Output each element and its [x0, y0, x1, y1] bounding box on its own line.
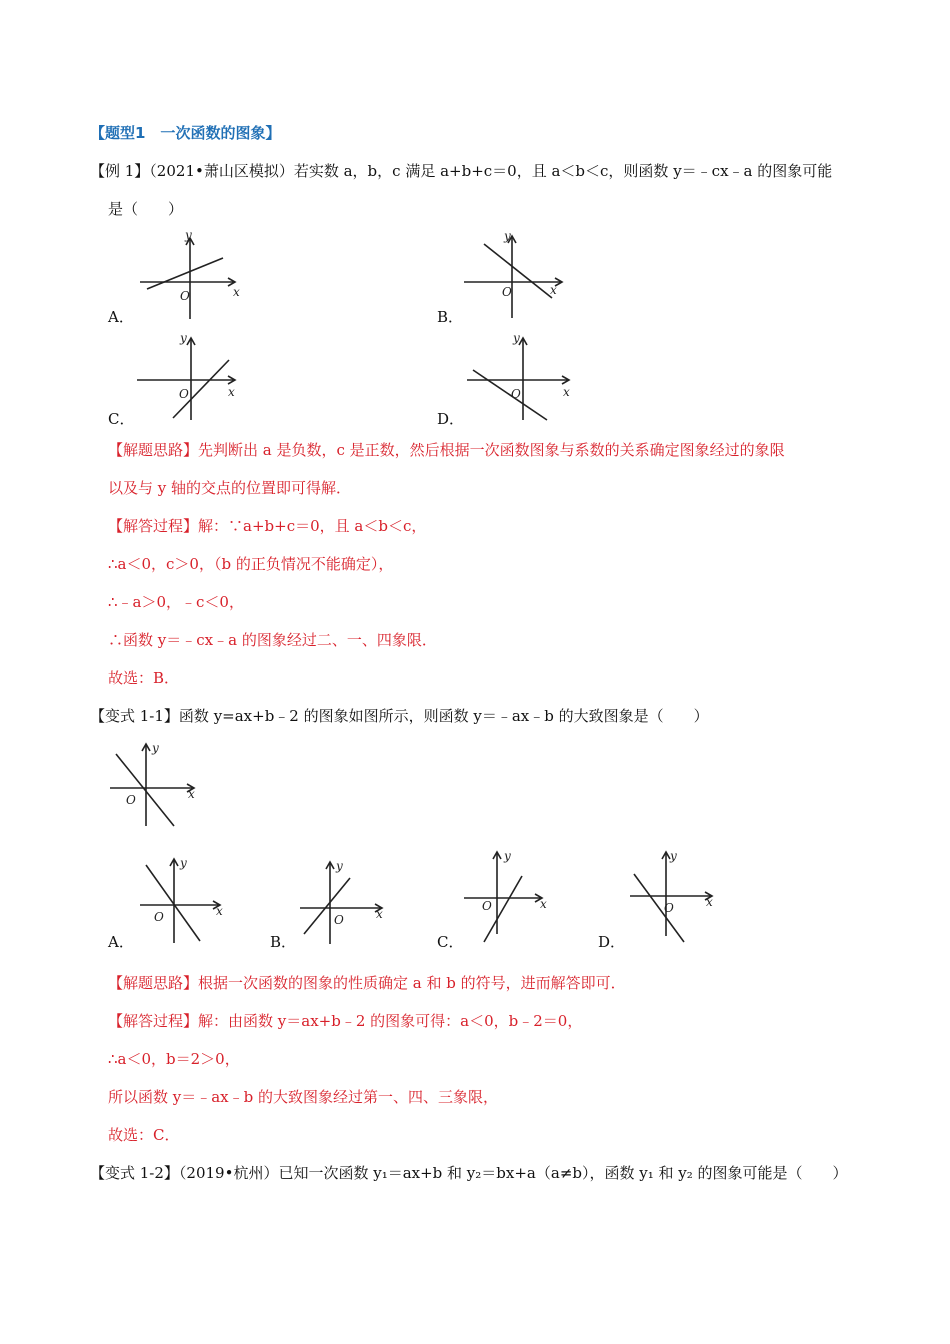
svg-text:y: y [185, 228, 192, 242]
variant1-reference-graph [108, 740, 208, 832]
variant2-question: 【变式 1-2】（2019•杭州）已知一次函数 y₁＝ax+b 和 y₂＝bx+a（a≠b），函数 y₁ 和 y₂ 的图象可能是（ ） [90, 1164, 848, 1182]
svg-text:O: O [126, 793, 136, 807]
svg-text:O: O [180, 289, 190, 303]
svg-text:O: O [502, 285, 512, 299]
variant1-solution-line3: 所以函数 y＝﹣ax﹣b 的大致图象经过第一、四、三象限， [108, 1088, 499, 1106]
variant1-answer: 故选：C． [108, 1126, 180, 1144]
section-title: 【题型1 一次函数的图象】 [90, 124, 281, 142]
variant1-question: 【变式 1-1】函数 y=ax+b﹣2 的图象如图所示，则函数 y＝﹣ax﹣b 的大致图象是（ ） [90, 707, 709, 725]
analysis-label: 【解题思路】 [108, 974, 199, 992]
svg-text:O: O [482, 899, 492, 913]
svg-text:y: y [336, 859, 343, 873]
svg-text:y: y [504, 229, 511, 243]
example1-solution-line1 [108, 516, 426, 536]
svg-text:x: x [563, 385, 570, 399]
svg-text:O: O [511, 387, 521, 401]
svg-text:x: x [228, 385, 235, 399]
example1-option-a: A． [108, 308, 134, 326]
variant1-solution-line2: ∴a＜0，b＝2＞0， [108, 1050, 240, 1068]
svg-text:O: O [154, 910, 164, 924]
variant1-solution-line1 [108, 1011, 582, 1031]
example1-question-line1: 【例 1】（2021•萧山区模拟）若实数 a，b，c 满足 a+b+c＝0，且 a＜b＜c，则函数 y＝﹣cx﹣a 的图象可能 [90, 162, 833, 180]
example1-option-b: B． [437, 308, 464, 326]
svg-text:x: x [216, 904, 223, 918]
svg-text:y: y [504, 849, 511, 863]
analysis-text: 先判断出 a 是负数，c 是正数，然后根据一次函数图象与系数的关系确定图象经过的象限 [198, 441, 785, 459]
example1-option-d: D． [437, 410, 465, 428]
variant1-option-d: D． [598, 933, 626, 951]
svg-text:y: y [152, 741, 159, 755]
variant1-option-a: A． [108, 933, 134, 951]
variant1-analysis [108, 973, 626, 993]
solution-text: 解：由函数 y＝ax+b﹣2 的图象可得：a＜0，b﹣2＝0， [198, 1012, 583, 1030]
example1-solution-line3: ∴﹣a＞0，﹣c＜0， [108, 593, 244, 611]
variant1-option-b: B． [270, 933, 297, 951]
variant1-graph-a [138, 855, 238, 947]
svg-text:O: O [664, 901, 674, 915]
analysis-text: 根据一次函数的图象的性质确定 a 和 b 的符号，进而解答即可． [198, 974, 626, 992]
svg-text:y: y [670, 849, 677, 863]
svg-text:x: x [540, 897, 547, 911]
solution-label: 【解答过程】 [108, 1012, 199, 1030]
example1-analysis-line2: 以及与 y 轴的交点的位置即可得解． [108, 479, 352, 497]
example1-option-c: C． [108, 410, 135, 428]
svg-text:x: x [376, 907, 383, 921]
variant1-graph-b [298, 858, 398, 950]
example1-graph-d [465, 332, 575, 424]
svg-text:x: x [188, 787, 195, 801]
solution-label: 【解答过程】 [108, 517, 199, 535]
example1-question-line2: 是（ ） [108, 200, 184, 218]
example1-graph-c [135, 332, 245, 424]
example1-solution-line2: ∴a＜0，c＞0，（b 的正负情况不能确定）， [108, 555, 394, 573]
svg-text:O: O [179, 387, 189, 401]
svg-text:x: x [550, 283, 557, 297]
variant1-graph-d [628, 848, 728, 940]
svg-text:x: x [233, 285, 240, 299]
svg-text:O: O [334, 913, 344, 927]
example1-solution-line4: ∴函数 y＝﹣cx﹣a 的图象经过二、一、四象限． [108, 631, 437, 649]
svg-text:x: x [706, 895, 713, 909]
variant1-option-c: C． [437, 933, 464, 951]
svg-text:y: y [180, 331, 187, 345]
variant1-graph-c [462, 848, 562, 940]
analysis-label: 【解题思路】 [108, 441, 199, 459]
svg-text:y: y [513, 331, 520, 345]
example1-answer: 故选：B． [108, 669, 180, 687]
example1-graph-b [462, 230, 572, 322]
solution-text: 解：∵a+b+c＝0，且 a＜b＜c， [198, 517, 427, 535]
example1-analysis-line1 [108, 440, 785, 460]
example1-graph-a [135, 228, 245, 322]
svg-text:y: y [180, 856, 187, 870]
